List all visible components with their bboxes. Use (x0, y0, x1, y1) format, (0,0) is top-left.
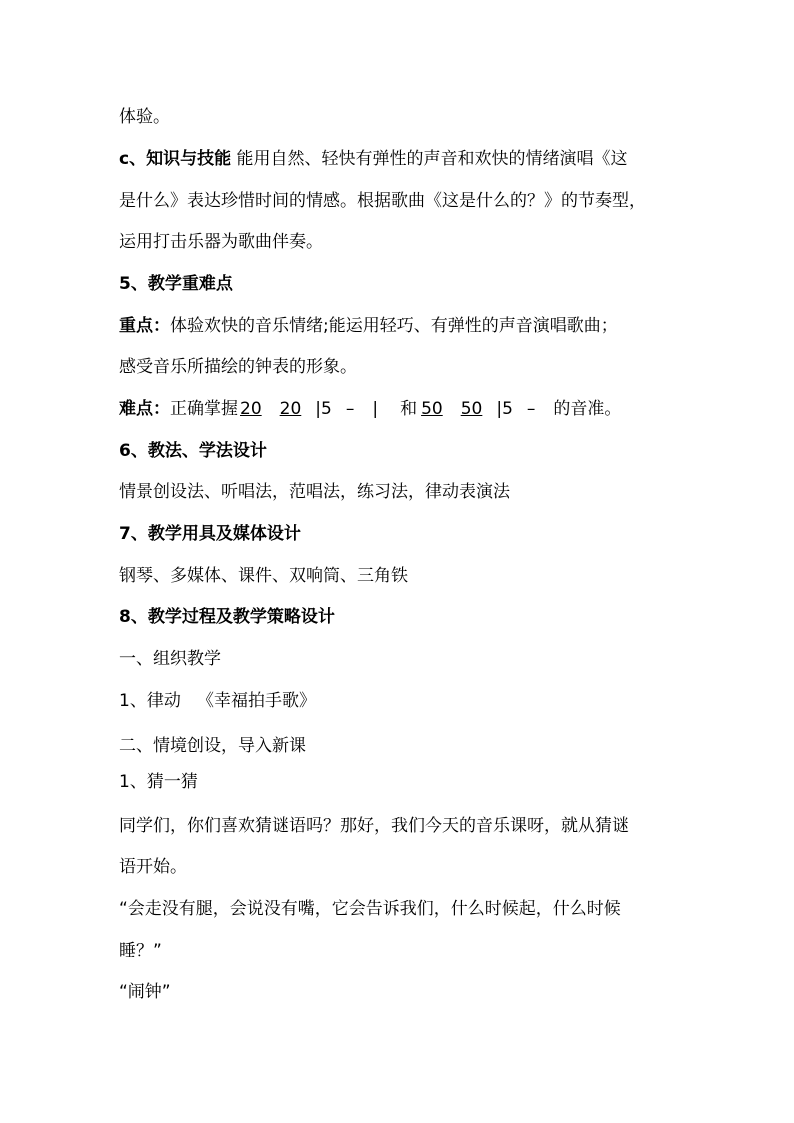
text-line: 钢琴、多媒体、课件、双响筒、三角铁 (119, 566, 408, 586)
section-heading: 5、教学重难点 (119, 274, 233, 294)
text-line: 重点：体验欢快的音乐情绪;能运用轻巧、有弹性的声音演唱歌曲； (119, 316, 618, 336)
text-line-notation: 难点：正确掌握 20 20 |5 – | 和 50 50 |5 – 的音准。 (119, 399, 622, 419)
notation-bar: |5 (496, 399, 513, 419)
text-line: 体验。 (119, 107, 170, 127)
notation-dash: – (345, 399, 355, 419)
text-line: “闹钟” (119, 982, 171, 1002)
section-heading: 8、教学过程及教学策略设计 (119, 607, 335, 627)
text-line: 1、律动 《幸福拍手歌》 (119, 691, 317, 711)
text-line: “会走没有腿，会说没有嘴，它会告诉我们，什么时候起，什么时候 (119, 899, 621, 919)
notation-note: 50 (421, 399, 443, 419)
text-line: 睡？” (119, 941, 162, 961)
text-line: 是什么》表达珍惜时间的情感。根据歌曲《这是什么的？》的节奏型， (119, 191, 646, 211)
notation-bar: | (372, 399, 379, 419)
notation-bar: |5 (315, 399, 332, 419)
text-line: 1、猜一猜 (119, 772, 198, 792)
bold-label: 重点： (119, 316, 170, 336)
section-heading: 6、教法、学法设计 (119, 441, 267, 461)
text-line: 同学们，你们喜欢猜谜语吗？那好，我们今天的音乐课呀，就从猜谜 (119, 816, 629, 836)
text-line: 情景创设法、听唱法，范唱法，练习法，律动表演法 (119, 482, 510, 502)
text-line: 感受音乐所描绘的钟表的形象。 (119, 357, 357, 377)
text-line: 二、情境创设，导入新课 (119, 736, 306, 756)
text-line: 语开始。 (119, 857, 187, 877)
bold-label: c、知识与技能 (119, 149, 232, 169)
notation-note: 20 (279, 399, 302, 419)
notation-note: 50 (460, 399, 483, 419)
notation-dash: – (526, 399, 536, 419)
text-line: c、知识与技能 能用自然、轻快有弹性的声音和欢快的情绪演唱《这 (119, 149, 628, 169)
bold-label: 难点： (119, 399, 170, 419)
section-heading: 7、教学用具及媒体设计 (119, 524, 301, 544)
notation-note: 20 (240, 399, 262, 419)
text-line: 运用打击乐器为歌曲伴奏。 (119, 232, 323, 252)
text-line: 一、组织教学 (119, 649, 221, 669)
